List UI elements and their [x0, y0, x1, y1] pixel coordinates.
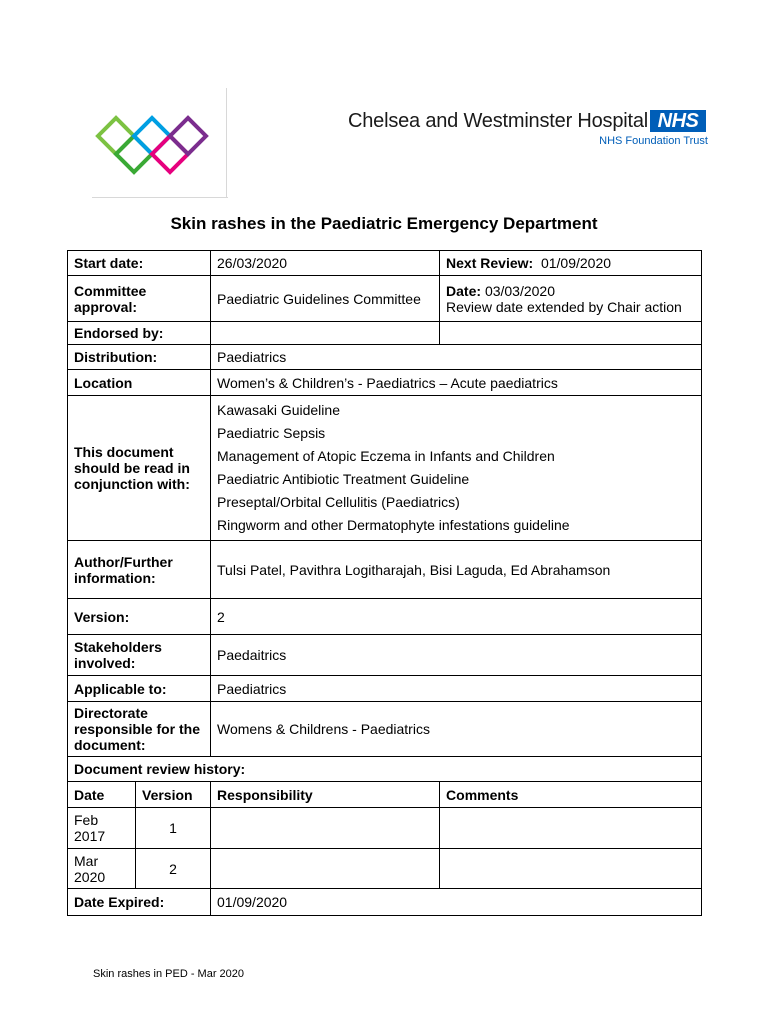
endorsed-extra: [440, 322, 702, 345]
logo-divider-bottom: [92, 197, 228, 198]
history-responsibility: [211, 808, 440, 849]
committee-label: Committee approval:: [68, 276, 211, 322]
table-row: [68, 889, 702, 916]
history-date: Mar 2020: [68, 849, 136, 889]
trust-logo: [92, 88, 228, 198]
start-date-label: Start date:: [68, 251, 211, 276]
history-header-version: Version: [136, 782, 211, 808]
document-info-table: [67, 250, 702, 916]
history-label: Document review history:: [68, 757, 702, 782]
expired-value: 01/09/2020: [211, 889, 702, 916]
history-header-responsibility: Responsibility: [211, 782, 440, 808]
author-label: Author/Further information:: [68, 541, 211, 599]
table-row: [68, 808, 702, 849]
list-item: Paediatric Sepsis: [217, 425, 326, 441]
table-row: [68, 635, 702, 676]
read-with-label: This document should be read in conjunction with:: [68, 396, 211, 541]
table-row: [68, 757, 702, 782]
location-value: Women’s & Children’s - Paediatrics – Acute paediatrics: [211, 370, 702, 396]
distribution-label: Distribution:: [68, 345, 211, 370]
history-header-comments: Comments: [440, 782, 702, 808]
author-value: Tulsi Patel, Pavithra Logitharajah, Bisi Laguda, Ed Abrahamson: [211, 541, 702, 599]
nhs-badge: NHS: [650, 110, 706, 132]
location-label: Location: [68, 370, 211, 396]
start-date-value: 26/03/2020: [211, 251, 440, 276]
version-value: 2: [211, 599, 702, 635]
history-comments: [440, 849, 702, 889]
history-version: 1: [136, 808, 211, 849]
distribution-value: Paediatrics: [211, 345, 702, 370]
next-review-label: Next Review:: [446, 255, 534, 271]
table-row: [68, 676, 702, 702]
directorate-label: Directorate responsible for the document:: [68, 702, 211, 757]
committee-date-cell: [440, 276, 702, 322]
next-review-cell: [440, 251, 702, 276]
history-date: Feb 2017: [68, 808, 136, 849]
table-row: [68, 702, 702, 757]
review-note: Review date extended by Chair action: [446, 298, 682, 315]
read-with-list: [211, 396, 702, 541]
logo-divider: [226, 88, 227, 198]
date-value: 03/03/2020: [484, 282, 556, 299]
list-item: Ringworm and other Dermatophyte infestations guideline: [217, 517, 570, 533]
table-row: [68, 345, 702, 370]
applicable-label: Applicable to:: [68, 676, 211, 702]
directorate-value: Womens & Childrens - Paediatrics: [211, 702, 702, 757]
hospital-header: [348, 110, 708, 150]
table-row: [68, 541, 702, 599]
version-label: Version:: [68, 599, 211, 635]
history-comments: [440, 808, 702, 849]
history-version: 2: [136, 849, 211, 889]
list-item: Management of Atopic Eczema in Infants and Children: [217, 448, 555, 464]
document-title: Skin rashes in the Paediatric Emergency Department: [170, 214, 598, 233]
trust-name: NHS Foundation Trust: [599, 135, 708, 147]
table-row: [68, 849, 702, 889]
table-row: [68, 599, 702, 635]
table-row: [68, 370, 702, 396]
table-row: [68, 396, 702, 541]
stakeholders-value: Paedaitrics: [211, 635, 702, 676]
hospital-name: Chelsea and Westminster Hospital: [348, 110, 649, 132]
history-header-date: Date: [68, 782, 136, 808]
page-footer: Skin rashes in PED - Mar 2020: [93, 968, 245, 980]
endorsed-label: Endorsed by:: [68, 322, 211, 345]
endorsed-value: [211, 322, 440, 345]
table-row: [68, 251, 702, 276]
list-item: Preseptal/Orbital Cellulitis (Paediatrics): [217, 494, 460, 510]
date-label: Date:: [446, 282, 482, 299]
list-item: Kawasaki Guideline: [217, 402, 340, 418]
applicable-value: Paediatrics: [211, 676, 702, 702]
committee-value: Paediatric Guidelines Committee: [211, 276, 440, 322]
table-row: [68, 322, 702, 345]
expired-label: Date Expired:: [68, 889, 211, 916]
stakeholders-label: Stakeholders involved:: [68, 635, 211, 676]
next-review-value: 01/09/2020: [540, 255, 612, 271]
history-header-row: [68, 782, 702, 808]
list-item: Paediatric Antibiotic Treatment Guideline: [217, 471, 470, 487]
history-responsibility: [211, 849, 440, 889]
table-row: [68, 276, 702, 322]
